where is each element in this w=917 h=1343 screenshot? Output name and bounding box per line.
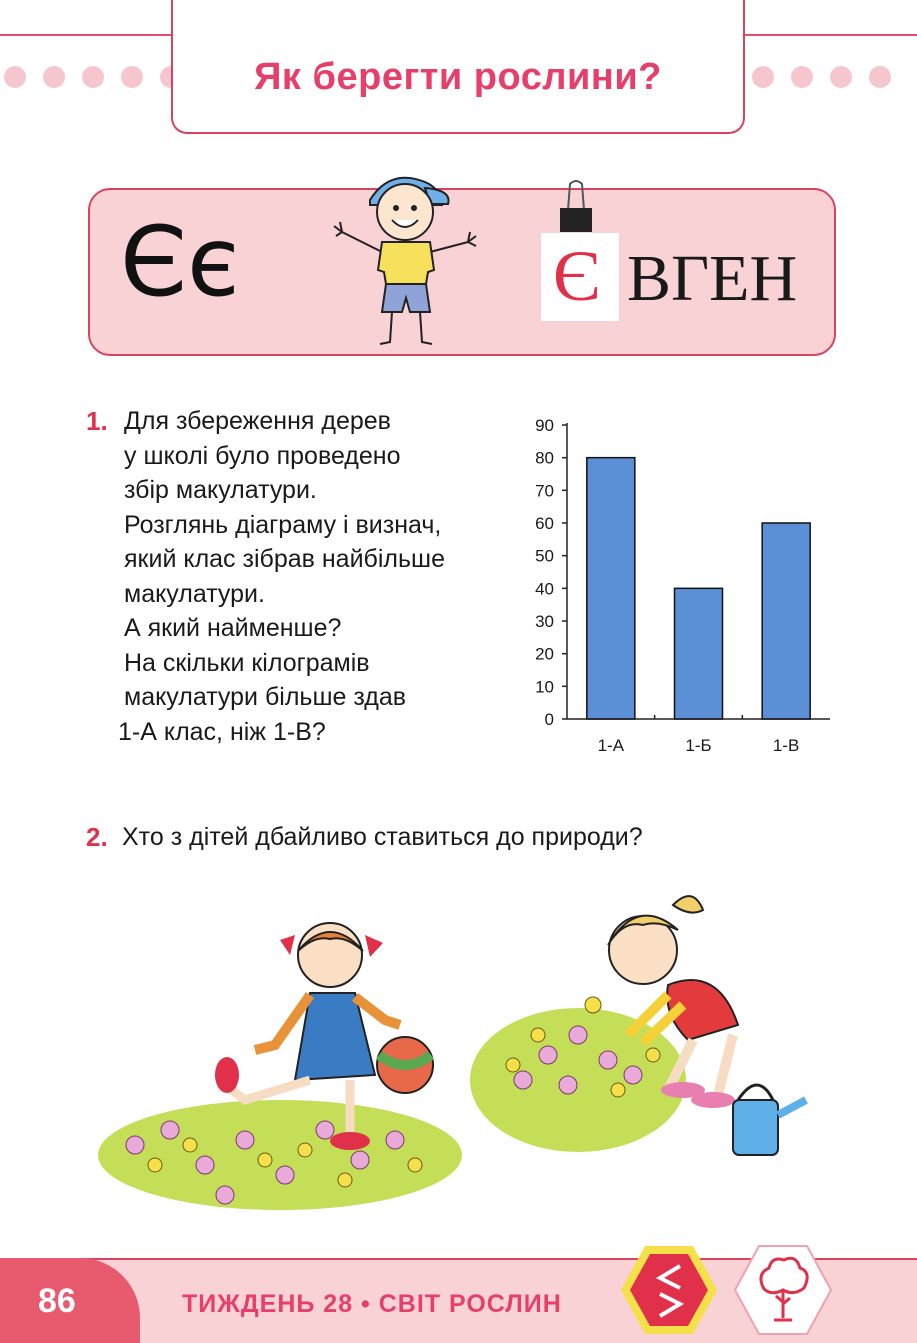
word-rest: ВГЕН <box>627 242 798 315</box>
compare-signs-icon <box>620 1244 718 1336</box>
chart-bar <box>675 588 723 719</box>
boy-illustration <box>330 160 480 350</box>
footer-week-text: ТИЖДЕНЬ 28 • СВІТ РОСЛИН <box>182 1290 562 1318</box>
task1-text <box>118 404 445 749</box>
chart-y-tick-label: 40 <box>535 579 554 599</box>
tree-icon <box>734 1244 832 1336</box>
bar-chart <box>520 405 840 765</box>
page-number: 86 <box>38 1282 76 1320</box>
header-line-right <box>745 34 917 36</box>
task1-line: збір макулатури. <box>124 476 317 504</box>
binder-clip-icon <box>556 178 596 236</box>
chart-bar <box>762 523 810 719</box>
word-first-letter: Є <box>553 236 601 316</box>
task1-line: у школі було проведено <box>124 441 401 470</box>
girl-watering-flowers-illustration <box>468 875 808 1165</box>
chart-x-tick-label: 1-А <box>597 736 625 755</box>
task2-number: 2. <box>86 822 108 852</box>
header-line-left <box>0 34 171 36</box>
task1-line: який клас зібрав найбільше <box>124 545 445 573</box>
chart-y-tick-label: 70 <box>535 481 554 501</box>
chart-x-tick-label: 1-В <box>772 736 800 755</box>
header-dots-right <box>752 66 891 88</box>
task1-line: 1-А клас, ніж 1-В? <box>118 717 326 746</box>
task1-line: макулатури більше здав <box>124 683 407 711</box>
chart-y-tick-label: 30 <box>535 612 554 631</box>
task2-text: Хто з дітей дбайливо ставиться до природи? <box>122 823 643 851</box>
big-letters: Єє <box>120 206 240 318</box>
chart-y-tick-label: 10 <box>535 677 554 697</box>
chart-y-tick-label: 20 <box>535 644 554 664</box>
task1-line: макулатури. <box>124 579 265 608</box>
chart-y-tick-label: 60 <box>535 514 554 533</box>
chart-y-tick-label: 0 <box>544 710 554 729</box>
chart-y-tick-label: 50 <box>535 546 554 566</box>
chart-bar <box>587 458 635 719</box>
chart-x-tick-label: 1-Б <box>685 736 712 755</box>
girl-with-ball-illustration <box>95 915 465 1215</box>
task1-line: На скільки кілограмів <box>124 648 370 677</box>
chart-y-tick-label: 80 <box>535 448 554 468</box>
task1-number: 1. <box>86 406 108 436</box>
task1-line: Для збереження дерев <box>124 407 391 435</box>
page-title: Як берегти рослини? <box>254 56 662 98</box>
header-dots-left <box>4 66 182 88</box>
task1-line: Розглянь діаграму і визнач, <box>124 510 442 539</box>
task1-line: А який найменше? <box>124 614 342 642</box>
chart-y-tick-label: 90 <box>535 416 554 435</box>
